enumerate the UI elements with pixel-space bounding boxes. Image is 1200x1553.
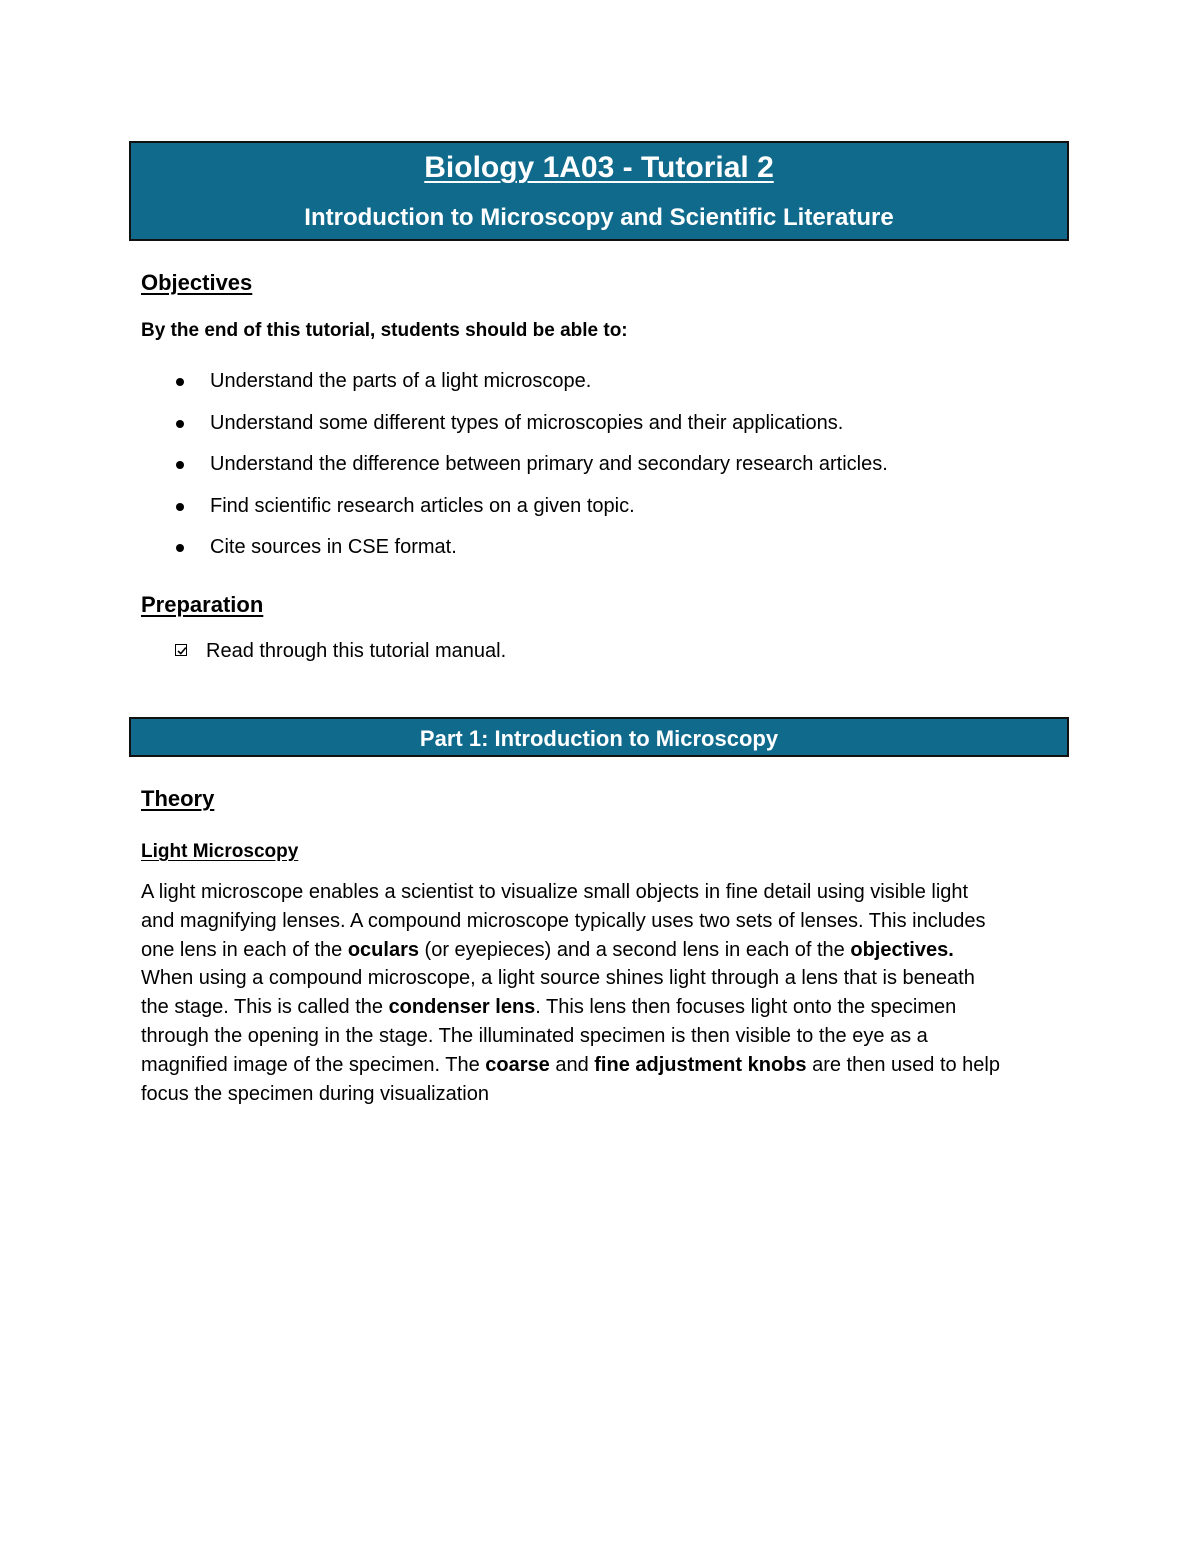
checked-box-icon — [175, 644, 187, 656]
term-condenser-lens: condenser lens — [388, 996, 536, 1019]
light-microscopy-paragraph — [141, 878, 1061, 1108]
term-coarse: coarse — [485, 1053, 550, 1076]
part1-banner — [129, 717, 1069, 757]
preparation-text: Read through this tutorial manual. — [206, 640, 507, 662]
term-oculars: oculars — [347, 938, 419, 961]
paragraph-line: A light microscope enables a scientist to visualize small objects in fine detail using visible light — [141, 881, 969, 903]
bullet-icon — [176, 503, 184, 511]
bullet-icon — [176, 420, 184, 428]
preparation-heading: Preparation — [141, 592, 264, 617]
term-objectives: objectives — [850, 938, 949, 961]
paragraph-line: focus the specimen during visualization — [141, 1082, 489, 1105]
objectives-heading: Objectives — [141, 270, 253, 295]
theory-heading: Theory — [141, 786, 215, 811]
paragraph-line: one lens in each of the oculars (or eyepieces) and a second lens in each of the objectives. — [141, 938, 954, 961]
light-microscopy-subheading: Light Microscopy — [141, 841, 299, 862]
term-fine-adjustment-knobs: fine adjustment knobs — [594, 1053, 807, 1076]
objective-text: Understand some different types of microscopies and their applications. — [210, 411, 844, 434]
paragraph-line: through the opening in the stage. The illuminated specimen is then visible to the eye as a — [141, 1024, 928, 1047]
objective-text: Understand the difference between primary and secondary research articles. — [210, 453, 888, 475]
objective-text: Cite sources in CSE format. — [210, 536, 457, 558]
paragraph-line: When using a compound microscope, a light source shines light through a lens that is beneath — [141, 967, 975, 990]
bullet-icon — [176, 461, 184, 469]
paragraph-line: the stage. This is called the condenser lens. This lens then focuses light onto the specimen — [141, 996, 957, 1019]
objective-text: Find scientific research articles on a given topic. — [210, 494, 635, 517]
document-title: Biology 1A03 - Tutorial 2 — [424, 151, 774, 184]
bullet-icon — [176, 544, 184, 552]
objectives-lead: By the end of this tutorial, students should be able to: — [141, 320, 628, 341]
part1-title: Part 1: Introduction to Microscopy — [419, 726, 779, 751]
paragraph-line: magnified image of the specimen. The coarse and fine adjustment knobs are then used to help — [141, 1053, 1000, 1076]
bullet-icon — [176, 378, 184, 386]
document-subtitle: Introduction to Microscopy and Scientific Literature — [304, 204, 894, 231]
paragraph-line: and magnifying lenses. A compound microscope typically uses two sets of lenses. This includes — [141, 909, 986, 932]
title-banner — [129, 141, 1069, 241]
objective-text: Understand the parts of a light microscope. — [210, 370, 592, 392]
